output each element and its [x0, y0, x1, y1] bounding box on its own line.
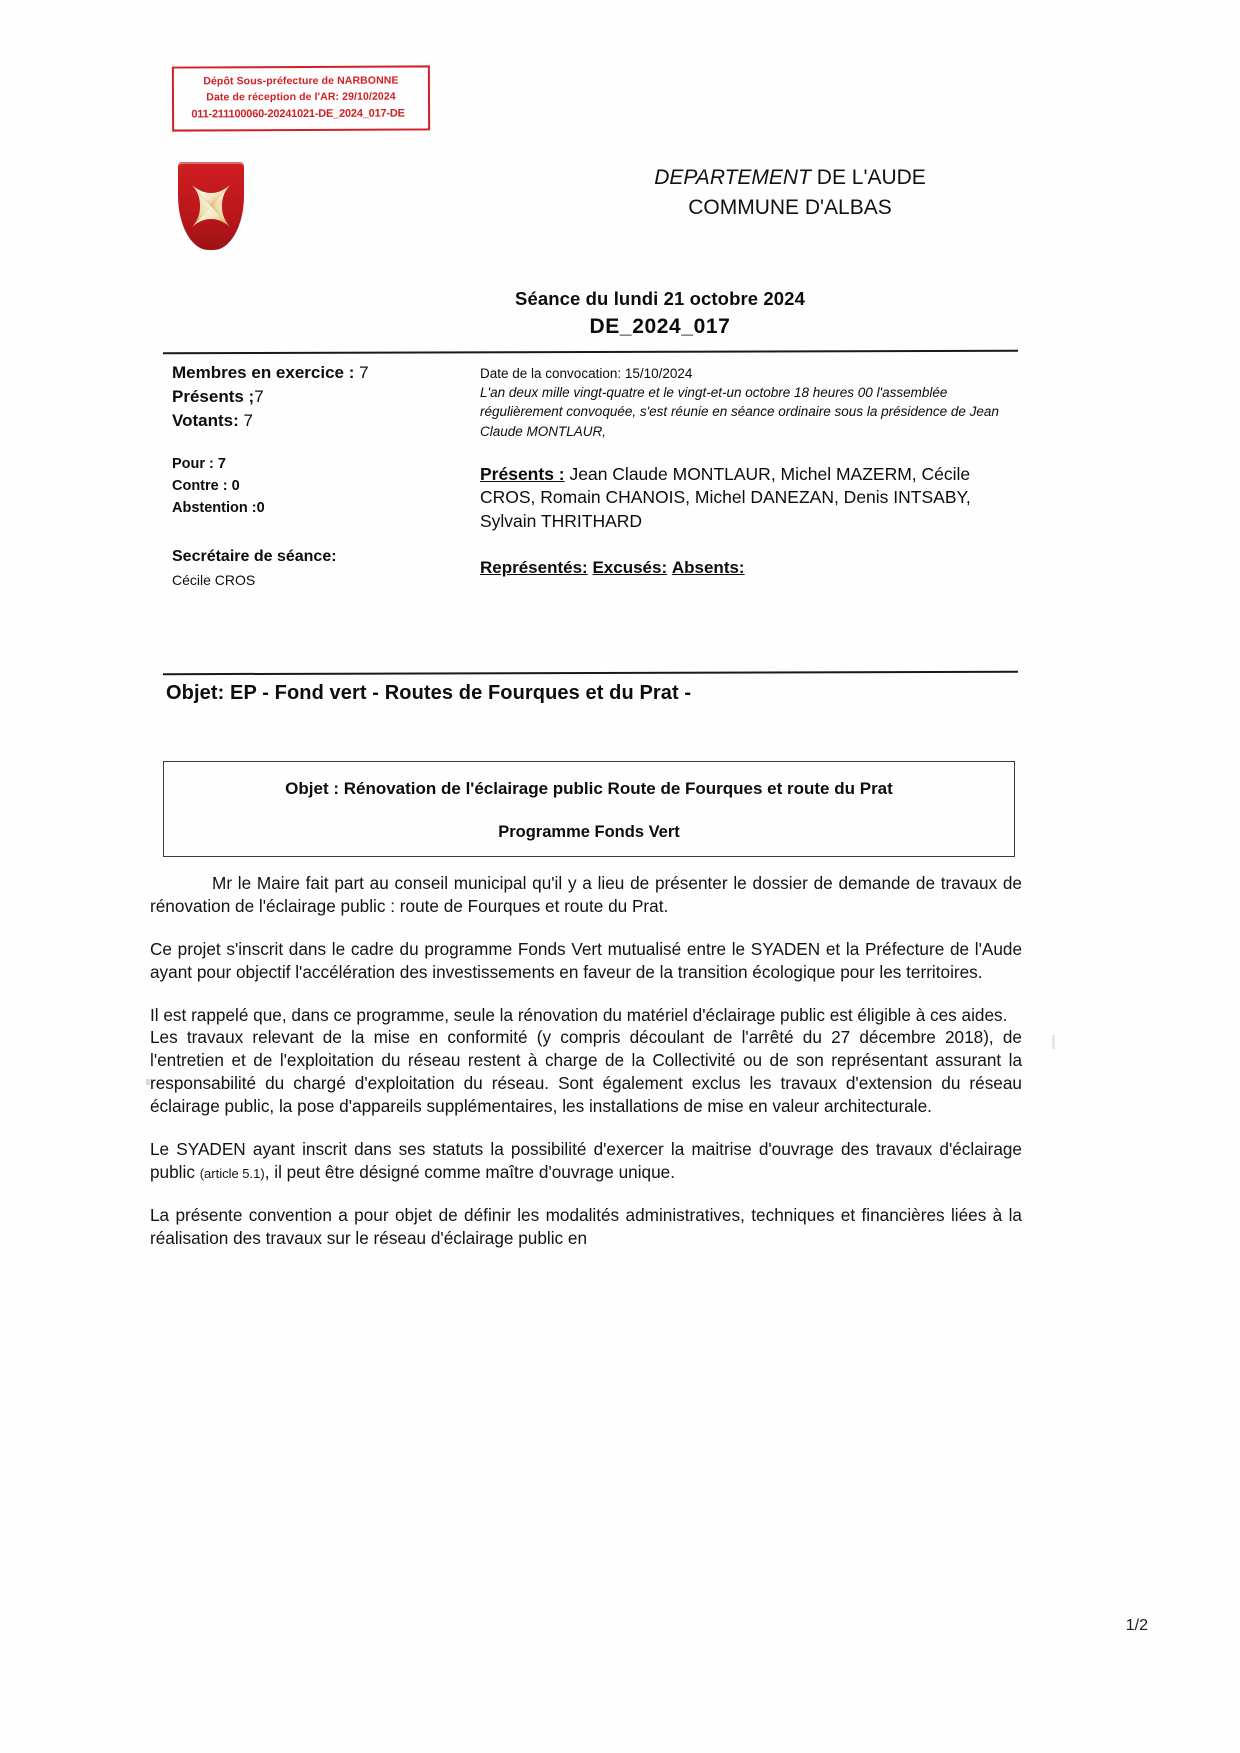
- prefecture-deposit-stamp: [172, 65, 430, 131]
- votants-label: Votants:: [172, 411, 244, 431]
- excuses-label: Excusés:: [592, 558, 668, 578]
- body-paragraph-6: La présente convention a pour objet de définir les modalités administratives, techniques et financières liées à la réalisation des travaux sur le réseau d'éclairage public en: [150, 1204, 1022, 1248]
- presents-count-row: [172, 385, 472, 409]
- scan-artifact: [146, 1079, 150, 1085]
- document-header-titles: [560, 163, 1020, 224]
- body-paragraph-1: Mr le Maire fait part au conseil municipal qu'il y a lieu de présenter le dossier de demande de travaux de rénovation de l'éclairage public : route de Fourques et route du Prat.: [150, 873, 1022, 916]
- paragraph-5-part-b: , il peut être désigné comme maître d'ouvrage unique.: [264, 1161, 676, 1182]
- presents-count-value: 7: [254, 387, 264, 407]
- vote-pour: Pour : 7: [172, 456, 226, 473]
- maltese-cross-icon: [185, 179, 237, 233]
- commune-line: COMMUNE D'ALBAS: [688, 196, 892, 220]
- department-line: [560, 163, 1020, 193]
- body-paragraph-3: Il est rappelé que, dans ce programme, seule la rénovation du matériel d'éclairage public est éligible à ces aides.: [150, 1004, 1008, 1025]
- presents-count-label: Présents ;: [172, 387, 255, 407]
- body-paragraph-2: Ce projet s'inscrit dans le cadre du programme Fonds Vert mutualisé entre le SYADEN et la Préfecture de l'Aude ayant pour objectif l'accélération des investissements en faveur de la transition écologique pour les territoires.: [150, 938, 1022, 982]
- objet-box-title: Objet : Rénovation de l'éclairage public Route de Fourques et route du Prat: [285, 779, 893, 798]
- page-number: 1/2: [1125, 1617, 1148, 1634]
- paragraph-5-article-ref: (article 5.1): [199, 1165, 265, 1181]
- excuses-row: [592, 556, 667, 581]
- membres-en-exercice-row: [172, 361, 472, 385]
- vote-abstention: Abstention :0: [172, 499, 265, 516]
- absents-label: Absents:: [671, 558, 745, 578]
- paragraph-5-part-a: Le SYADEN ayant inscrit dans ses statuts la possibilité d'exercer la maitrise d'ouvrage des travaux d'éclairage public: [150, 1138, 1022, 1182]
- representes-row: [480, 556, 588, 581]
- coat-of-arms-shield: [178, 162, 244, 250]
- convocation-date: Date de la convocation: 15/10/2024: [480, 366, 693, 381]
- deliberation-reference: DE_2024_017: [589, 315, 731, 338]
- department-rest: DE L'AUDE: [810, 166, 926, 189]
- objet-headline: Objet: EP - Fond vert - Routes de Fourques et du Prat -: [166, 682, 692, 704]
- deliberation-body: [150, 872, 1022, 1269]
- objet-divider-rule: [163, 671, 1018, 675]
- body-paragraph-4: Les travaux relevant de la mise en conformité (y compris découlant de l'arrêté du 27 décembre 2018), de l'entretien et de l'exploitation du réseau restent à charge de la Collectivité ou de son représentant assurant la responsabilité du chargé d'exploitation du réseau. Sont également exclus les travaux d'extension du réseau éclairage public, la pose d'appareils supplémentaires, les installations de mise en valeur architecturale.: [150, 1027, 1022, 1116]
- secretary-label: Secrétaire de séance:: [172, 547, 337, 565]
- votants-row: [172, 409, 472, 433]
- present-members: [480, 463, 1020, 534]
- convocation-block: [480, 365, 1020, 583]
- session-date-title: Séance du lundi 21 octobre 2024: [515, 288, 805, 309]
- department-word: DEPARTEMENT: [654, 166, 811, 189]
- objet-box: [163, 761, 1015, 857]
- presents-names: Jean Claude MONTLAUR, Michel MAZERM, Cécile CROS, Romain CHANOIS, Michel DANEZAN, Denis INTSABY, Sylvain THRITHARD: [480, 463, 971, 532]
- stamp-line-reference: 011-211100060-20241021-DE_2024_017-DE: [191, 107, 405, 121]
- attendance-summary: [172, 361, 472, 588]
- secretary-name: Cécile CROS: [172, 571, 256, 588]
- vote-tally: [172, 454, 472, 519]
- vote-contre: Contre : 0: [172, 478, 240, 495]
- session-heading: [300, 288, 1020, 339]
- objet-box-programme: Programme Fonds Vert: [498, 823, 680, 841]
- absents-row: [672, 556, 745, 581]
- body-paragraph-5: [150, 1138, 1022, 1184]
- membres-label: Membres en exercice :: [172, 363, 360, 382]
- scan-artifact: [1052, 1035, 1055, 1049]
- votants-value: 7: [243, 411, 253, 431]
- header-divider-rule: [163, 350, 1018, 355]
- presents-label: Présents :: [480, 463, 565, 484]
- crest-container: [178, 162, 244, 250]
- stamp-line-receipt-date: Date de réception de l'AR: 29/10/2024: [206, 90, 396, 104]
- membres-value: 7: [359, 363, 369, 382]
- secretary-block: [172, 548, 472, 588]
- representes-label: Représentés:: [480, 558, 588, 578]
- stamp-line-authority: Dépôt Sous-préfecture de NARBONNE: [203, 74, 399, 88]
- other-attendance-labels: [480, 556, 1020, 583]
- convocation-statement: L'an deux mille vingt-quatre et le vingt-et-un octobre 18 heures 00 l'assemblée régulièrement convoquée, s'est réunie en séance ordinaire sous la présidence de Jean Claude MONTLAUR,: [480, 385, 999, 439]
